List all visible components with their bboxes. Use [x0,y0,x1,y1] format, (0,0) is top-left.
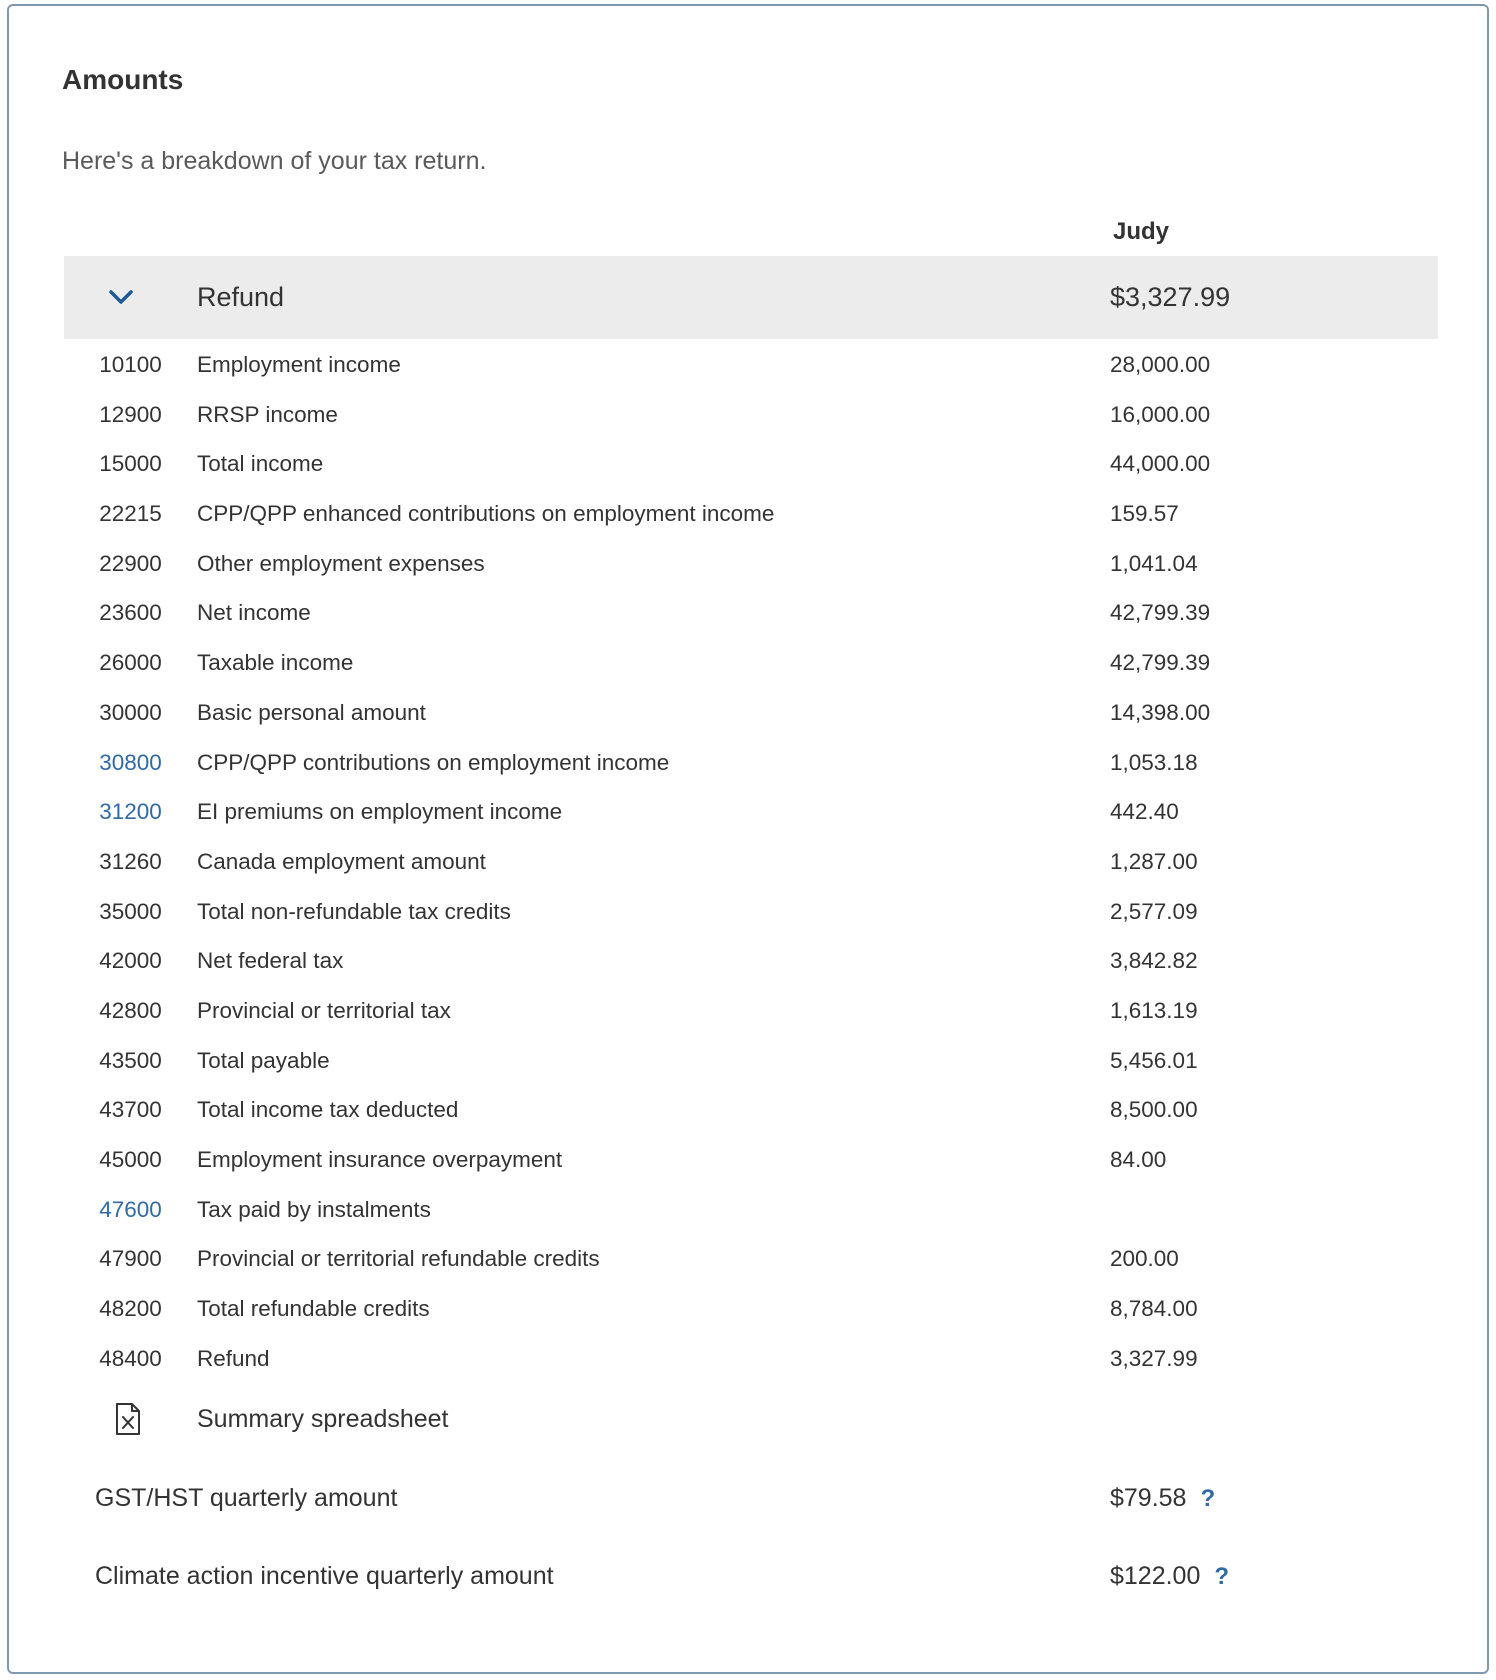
summary-spreadsheet-label: Summary spreadsheet [197,1405,449,1433]
summary-spreadsheet-link[interactable] [64,1391,564,1447]
line-label: Tax paid by instalments [197,1196,431,1222]
line-value: 159.57 [1110,501,1179,527]
table-row [64,986,1438,1036]
climate-action-quarterly-row [64,1552,1438,1602]
gst-hst-quarterly-value [1110,1484,1215,1513]
line-code: 48200 [99,1296,162,1322]
table-row [64,539,1438,589]
table-row [64,1085,1438,1135]
line-label: Refund [197,1345,270,1371]
amounts-card [7,4,1489,1674]
table-row [64,588,1438,638]
gst-hst-quarterly-row [64,1474,1438,1524]
table-row [64,887,1438,937]
line-label: Total refundable credits [197,1296,430,1322]
table-row [64,1135,1438,1185]
line-value: 3,842.82 [1110,948,1198,974]
line-label: Employment insurance overpayment [197,1147,563,1172]
line-code: 22900 [99,550,162,576]
help-question-icon[interactable]: ? [1214,1563,1230,1590]
table-row [64,390,1438,440]
line-value: 442.40 [1110,799,1179,825]
amounts-table [64,340,1438,1383]
line-code: 10100 [99,352,162,377]
line-value: 3,327.99 [1110,1345,1198,1371]
line-label: Total payable [197,1047,330,1073]
line-value: 1,287.00 [1110,848,1198,874]
help-question-icon[interactable]: ? [1200,1485,1216,1512]
line-label: Taxable income [197,650,354,676]
line-value: 200.00 [1110,1246,1179,1272]
line-code: 43700 [99,1097,162,1123]
line-code: 23600 [99,600,162,626]
table-row [64,837,1438,887]
line-label: Canada employment amount [197,848,486,874]
line-code: 26000 [99,650,162,676]
table-row [64,439,1438,489]
section-title: Amounts [62,64,184,95]
line-value: 8,784.00 [1110,1296,1198,1322]
climate-action-amount: $122.00 [1110,1562,1201,1590]
line-label: CPP/QPP enhanced contributions on employment income [197,501,775,527]
line-label: Provincial or territorial refundable credits [197,1246,600,1272]
line-code: 22215 [99,501,162,527]
table-row [64,787,1438,837]
gst-hst-quarterly-label: GST/HST quarterly amount [95,1484,398,1512]
line-value: 8,500.00 [1110,1097,1198,1123]
line-value: 42,799.39 [1110,650,1211,676]
line-code-link[interactable]: 30800 [99,749,162,775]
line-label: Total income [197,451,324,477]
line-code: 35000 [99,898,162,924]
line-label: Net income [197,600,311,626]
table-row [64,1334,1438,1384]
chevron-down-icon[interactable] [104,280,138,314]
line-value: 44,000.00 [1110,451,1211,477]
line-value: 2,577.09 [1110,898,1198,924]
line-value: 14,398.00 [1110,699,1211,725]
line-code-link[interactable]: 47600 [99,1196,162,1222]
line-label: Total income tax deducted [197,1097,459,1123]
line-code: 12900 [99,401,162,427]
line-code: 43500 [99,1047,162,1073]
spreadsheet-file-icon[interactable] [115,1403,141,1435]
line-label: RRSP income [197,401,338,427]
refund-summary-value: $3,327.99 [1110,282,1231,312]
line-value: 1,613.19 [1110,997,1198,1023]
line-label: CPP/QPP contributions on employment income [197,749,670,775]
table-row [64,340,1438,390]
line-code: 48400 [99,1345,162,1371]
table-row [64,489,1438,539]
line-value: 1,041.04 [1110,550,1198,576]
gst-hst-amount: $79.58 [1110,1484,1187,1512]
line-code: 31260 [99,848,162,874]
table-row [64,638,1438,688]
table-row [64,688,1438,738]
line-label: Total non-refundable tax credits [197,898,511,924]
line-code: 15000 [99,451,162,477]
line-label: Basic personal amount [197,699,426,725]
line-value: 16,000.00 [1110,401,1211,427]
climate-action-quarterly-value [1110,1562,1229,1591]
line-code: 42800 [99,997,162,1023]
table-row [64,1284,1438,1334]
line-value: 42,799.39 [1110,600,1211,626]
line-label: Provincial or territorial tax [197,997,451,1023]
line-label: Other employment expenses [197,550,485,576]
table-row [64,1234,1438,1284]
refund-summary-label: Refund [197,282,285,312]
table-row [64,1185,1438,1235]
line-value: 28,000.00 [1110,352,1211,377]
refund-summary-toggle[interactable] [64,256,1438,339]
line-code-link[interactable]: 31200 [99,799,162,825]
column-header-judy: Judy [1113,218,1170,245]
line-label: Net federal tax [197,948,344,974]
line-code: 45000 [99,1147,162,1172]
line-value: 5,456.01 [1110,1047,1198,1073]
table-row [64,936,1438,986]
line-label: Employment income [197,352,401,377]
line-code: 42000 [99,948,162,974]
line-value: 1,053.18 [1110,749,1198,775]
table-row [64,738,1438,788]
climate-action-quarterly-label: Climate action incentive quarterly amount [95,1562,554,1590]
table-row [64,1036,1438,1086]
section-subtitle: Here's a breakdown of your tax return. [62,147,487,175]
line-code: 47900 [99,1246,162,1272]
line-value: 84.00 [1110,1147,1167,1172]
line-code: 30000 [99,699,162,725]
line-label: EI premiums on employment income [197,799,563,825]
